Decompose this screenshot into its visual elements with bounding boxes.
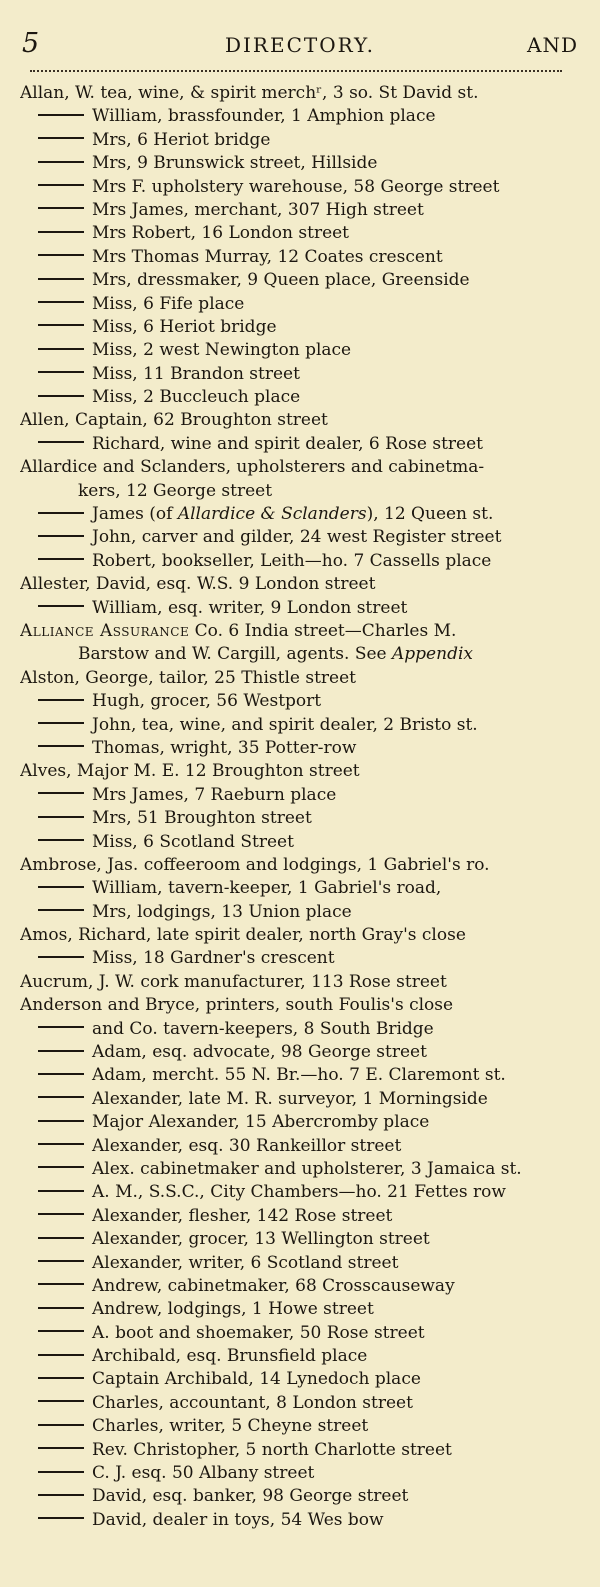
ditto-dash xyxy=(38,605,84,607)
entry-text: David, esq. banker, 98 George street xyxy=(92,1486,409,1507)
ditto-dash xyxy=(38,348,84,350)
entry-sub xyxy=(20,269,580,292)
entry-text: ), 12 Queen st. xyxy=(366,504,494,525)
ditto-dash xyxy=(38,1424,84,1426)
entry-main xyxy=(20,82,580,105)
ditto-dash xyxy=(38,1096,84,1098)
entry-text: Hugh, grocer, 56 Westport xyxy=(92,691,322,712)
entry-text: C. J. esq. 50 Albany street xyxy=(92,1463,315,1484)
ditto-dash xyxy=(38,792,84,794)
entry-text: Mrs James, merchant, 307 High street xyxy=(92,199,424,220)
entry-sub xyxy=(20,947,580,970)
entry-sub xyxy=(20,433,580,456)
ditto-dash xyxy=(38,1283,84,1285)
entry-sub xyxy=(20,690,580,713)
entry-sub xyxy=(20,714,580,737)
entry-sub xyxy=(20,877,580,900)
entry-sub xyxy=(20,1135,580,1158)
entry-text: Alex. cabinetmaker and upholsterer, 3 Jamaica st. xyxy=(92,1158,522,1179)
guide-word: AND xyxy=(527,33,578,57)
entry-text: A. boot and shoemaker, 50 Rose street xyxy=(92,1322,425,1343)
entry-text: Miss, 6 Scotland Street xyxy=(92,831,294,852)
entry-text: Alliance Assurance xyxy=(20,620,190,641)
entry-text: Mrs Thomas Murray, 12 Coates crescent xyxy=(92,246,443,267)
entry-sub xyxy=(20,1205,580,1228)
entry-text: Amos, Richard, late spirit dealer, north Gray's close xyxy=(20,925,466,946)
entry-main xyxy=(20,994,580,1017)
entry-sub xyxy=(20,176,580,199)
page-number: 5 xyxy=(22,28,40,59)
entry-text: Adam, mercht. 55 N. Br.—ho. 7 E. Claremont st. xyxy=(92,1065,506,1086)
entry-text: Mrs James, 7 Raeburn place xyxy=(92,784,337,805)
entry-main xyxy=(20,971,580,994)
ditto-dash xyxy=(38,1330,84,1332)
ditto-dash xyxy=(38,1494,84,1496)
entry-text: William, esq. writer, 9 London street xyxy=(92,597,408,618)
ditto-dash xyxy=(38,254,84,256)
entry-sub xyxy=(20,1509,580,1532)
entry-continuation xyxy=(20,643,580,666)
entry-sub xyxy=(20,1462,580,1485)
ditto-dash xyxy=(38,909,84,911)
entry-sub xyxy=(20,1392,580,1415)
ditto-dash xyxy=(38,558,84,560)
entry-text: Captain Archibald, 14 Lynedoch place xyxy=(92,1369,421,1390)
ditto-dash xyxy=(38,1026,84,1028)
entry-sub xyxy=(20,1111,580,1134)
entry-text: Alexander, grocer, 13 Wellington street xyxy=(92,1229,430,1250)
ditto-dash xyxy=(38,161,84,163)
entry-text: Alves, Major M. E. 12 Broughton street xyxy=(20,761,360,782)
entry-sub xyxy=(20,1485,580,1508)
ditto-dash xyxy=(38,1120,84,1122)
entry-text: Charles, accountant, 8 London street xyxy=(92,1392,413,1413)
entry-sub xyxy=(20,1041,580,1064)
entry-text: Miss, 6 Heriot bridge xyxy=(92,316,277,337)
entry-text: Mrs, 9 Brunswick street, Hillside xyxy=(92,153,378,174)
entry-text: Mrs F. upholstery warehouse, 58 George street xyxy=(92,176,500,197)
entry-sub xyxy=(20,831,580,854)
entry-sub xyxy=(20,550,580,573)
entry-text: Co. 6 India street—Charles M. xyxy=(189,620,457,641)
entry-continuation xyxy=(20,480,580,503)
entry-text: Alexander, esq. 30 Rankeillor street xyxy=(92,1135,402,1156)
entry-text: Mrs, dressmaker, 9 Queen place, Greenside xyxy=(92,270,470,291)
ditto-dash xyxy=(38,278,84,280)
entry-sub xyxy=(20,129,580,152)
entry-text: Charles, writer, 5 Cheyne street xyxy=(92,1416,369,1437)
entry-sub xyxy=(20,293,580,316)
entry-sub xyxy=(20,1275,580,1298)
entry-sub xyxy=(20,1415,580,1438)
ditto-dash xyxy=(38,1166,84,1168)
entry-sub xyxy=(20,1252,580,1275)
entry-sub xyxy=(20,363,580,386)
entry-text: Mrs, lodgings, 13 Union place xyxy=(92,901,352,922)
ditto-dash xyxy=(38,839,84,841)
ditto-dash xyxy=(38,1143,84,1145)
ditto-dash xyxy=(38,886,84,888)
entry-text: Mrs Robert, 16 London street xyxy=(92,223,350,244)
entry-sub xyxy=(20,1158,580,1181)
entry-sub xyxy=(20,1322,580,1345)
ditto-dash xyxy=(38,512,84,514)
entry-text: John, tea, wine, and spirit dealer, 2 Bristo st. xyxy=(92,714,478,735)
ditto-dash xyxy=(38,371,84,373)
entry-sub xyxy=(20,597,580,620)
entry-sub xyxy=(20,1439,580,1462)
entry-text: Ambrose, Jas. coffeeroom and lodgings, 1 Gabriel's ro. xyxy=(20,854,490,875)
entry-text: Richard, wine and spirit dealer, 6 Rose street xyxy=(92,433,483,454)
entry-text: Miss, 6 Fife place xyxy=(92,293,245,314)
ditto-dash xyxy=(38,1050,84,1052)
entry-text: Alston, George, tailor, 25 Thistle street xyxy=(20,667,357,688)
ditto-dash xyxy=(38,441,84,443)
entry-text: James (of xyxy=(92,504,178,525)
entry-text: Miss, 18 Gardner's crescent xyxy=(92,948,335,969)
entry-sub xyxy=(20,807,580,830)
entry-text: Alexander, flesher, 142 Rose street xyxy=(92,1205,393,1226)
entry-text: Adam, esq. advocate, 98 George street xyxy=(92,1042,427,1063)
ditto-dash xyxy=(38,1213,84,1215)
entry-main xyxy=(20,456,580,479)
ditto-dash xyxy=(38,207,84,209)
entry-text: David, dealer in toys, 54 Wes bow xyxy=(92,1509,384,1530)
entry-text: Allardice and Sclanders, upholsterers and cabinetma- xyxy=(20,457,485,478)
ditto-dash xyxy=(38,1190,84,1192)
entry-text: Miss, 2 Buccleuch place xyxy=(92,387,301,408)
entry-main xyxy=(20,760,580,783)
entry-sub xyxy=(20,105,580,128)
ditto-dash xyxy=(38,1237,84,1239)
ditto-dash xyxy=(38,1354,84,1356)
entry-main xyxy=(20,573,580,596)
ditto-dash xyxy=(38,324,84,326)
entry-text: Allan, W. tea, wine, & spirit merchʳ, 3 so. St David st. xyxy=(20,83,479,103)
ditto-dash xyxy=(38,395,84,397)
entry-sub xyxy=(20,222,580,245)
entry-text: Anderson and Bryce, printers, south Foulis's close xyxy=(20,995,454,1016)
entry-sub xyxy=(20,737,580,760)
ditto-dash xyxy=(38,1073,84,1075)
page-header xyxy=(22,28,578,58)
entry-sub xyxy=(20,1088,580,1111)
ditto-dash xyxy=(38,231,84,233)
directory-entries xyxy=(20,82,580,1532)
entry-sub xyxy=(20,199,580,222)
ditto-dash xyxy=(38,1307,84,1309)
ditto-dash xyxy=(38,137,84,139)
entry-sub xyxy=(20,1368,580,1391)
entry-sub xyxy=(20,386,580,409)
ditto-dash xyxy=(38,535,84,537)
entry-text: John, carver and gilder, 24 west Register street xyxy=(92,527,502,548)
entry-main xyxy=(20,854,580,877)
entry-sub xyxy=(20,152,580,175)
entry-sub xyxy=(20,246,580,269)
entry-text: Archibald, esq. Brunsfield place xyxy=(92,1346,368,1367)
entry-text: Robert, bookseller, Leith—ho. 7 Cassells place xyxy=(92,550,492,571)
entry-text: Allester, David, esq. W.S. 9 London street xyxy=(20,574,376,595)
entry-text: Allen, Captain, 62 Broughton street xyxy=(20,410,328,431)
ditto-dash xyxy=(38,722,84,724)
ditto-dash xyxy=(38,114,84,116)
ditto-dash xyxy=(38,956,84,958)
ditto-dash xyxy=(38,301,84,303)
entry-sub xyxy=(20,784,580,807)
entry-text: William, tavern-keeper, 1 Gabriel's road, xyxy=(92,878,442,899)
entry-main xyxy=(20,409,580,432)
entry-main xyxy=(20,620,580,643)
entry-text: A. M., S.S.C., City Chambers—ho. 21 Fettes row xyxy=(92,1182,506,1203)
entry-text: Miss, 11 Brandon street xyxy=(92,363,300,384)
entry-sub xyxy=(20,1064,580,1087)
entry-main xyxy=(20,924,580,947)
entry-sub xyxy=(20,1345,580,1368)
entry-text: Andrew, cabinetmaker, 68 Crosscauseway xyxy=(92,1275,455,1296)
entry-text: Aucrum, J. W. cork manufacturer, 113 Rose street xyxy=(20,971,447,992)
entry-sub xyxy=(20,1298,580,1321)
entry-text: Allardice & Sclanders xyxy=(177,504,367,525)
entry-text: Appendix xyxy=(392,644,473,665)
header-rule xyxy=(30,70,562,72)
ditto-dash xyxy=(38,1447,84,1449)
ditto-dash xyxy=(38,1517,84,1519)
ditto-dash xyxy=(38,1400,84,1402)
entry-sub xyxy=(20,503,580,526)
entry-sub xyxy=(20,1228,580,1251)
running-title: DIRECTORY. xyxy=(224,33,376,57)
entry-text: Mrs, 6 Heriot bridge xyxy=(92,129,271,150)
ditto-dash xyxy=(38,1471,84,1473)
ditto-dash xyxy=(38,1260,84,1262)
entry-sub xyxy=(20,1181,580,1204)
entry-text: Alexander, late M. R. surveyor, 1 Morningside xyxy=(92,1088,488,1109)
ditto-dash xyxy=(38,699,84,701)
ditto-dash xyxy=(38,745,84,747)
ditto-dash xyxy=(38,184,84,186)
entry-sub xyxy=(20,526,580,549)
ditto-dash xyxy=(38,1377,84,1379)
ditto-dash xyxy=(38,816,84,818)
entry-text: Thomas, wright, 35 Potter-row xyxy=(92,737,357,758)
entry-text: Mrs, 51 Broughton street xyxy=(92,808,312,829)
entry-sub xyxy=(20,901,580,924)
entry-text: kers, 12 George street xyxy=(78,480,273,501)
entry-text: Andrew, lodgings, 1 Howe street xyxy=(92,1299,374,1320)
entry-sub xyxy=(20,1018,580,1041)
entry-text: Miss, 2 west Newington place xyxy=(92,340,352,361)
entry-sub xyxy=(20,316,580,339)
entry-text: and Co. tavern-keepers, 8 South Bridge xyxy=(92,1018,434,1039)
entry-text: Major Alexander, 15 Abercromby place xyxy=(92,1112,430,1133)
entry-main xyxy=(20,667,580,690)
entry-text: Barstow and W. Cargill, agents. See xyxy=(78,644,393,665)
entry-text: William, brassfounder, 1 Amphion place xyxy=(92,106,436,127)
entry-sub xyxy=(20,339,580,362)
entry-text: Alexander, writer, 6 Scotland street xyxy=(92,1252,399,1273)
entry-text: Rev. Christopher, 5 north Charlotte street xyxy=(92,1439,452,1460)
